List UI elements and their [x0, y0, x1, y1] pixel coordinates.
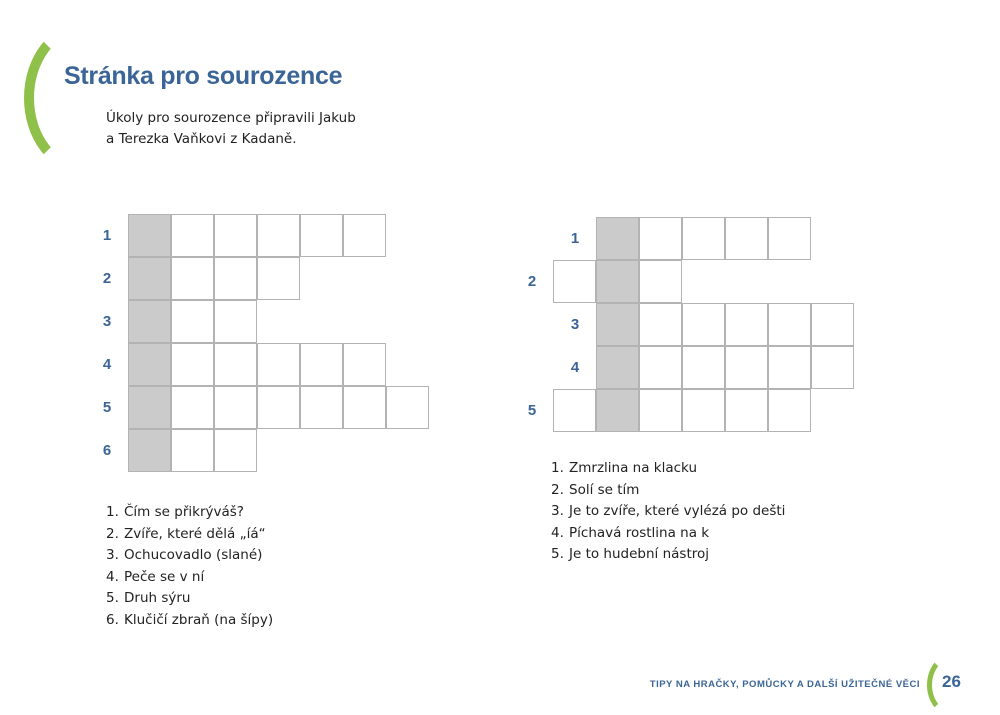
clue-item	[551, 458, 785, 480]
clue-item	[106, 588, 273, 610]
clue-text: Druh sýru	[124, 590, 191, 606]
row-number: 5	[527, 402, 537, 419]
clue-number: 4.	[551, 524, 564, 541]
crossword-key-cell[interactable]	[128, 429, 171, 472]
decorative-green-arc	[24, 22, 144, 174]
crossword-cell[interactable]	[214, 257, 257, 300]
clue-text: Píchavá rostlina na k	[569, 524, 710, 541]
clue-item	[106, 524, 273, 546]
crossword-key-cell[interactable]	[128, 214, 171, 257]
clue-number: 1.	[106, 504, 119, 520]
clue-item	[551, 501, 785, 523]
clue-number: 3.	[551, 503, 564, 519]
crossword-cell[interactable]	[257, 257, 300, 300]
row-number: 5	[102, 399, 112, 416]
clue-item	[106, 567, 273, 589]
crossword-cell[interactable]	[553, 260, 596, 303]
row-number: 1	[102, 227, 112, 244]
clue-list-left	[106, 502, 273, 631]
clue-item	[551, 523, 785, 545]
crossword-cell[interactable]	[171, 300, 214, 343]
clue-text: Je to zvíře, které vylézá po dešti	[569, 503, 786, 519]
crossword-cell[interactable]	[768, 217, 811, 260]
crossword-cell[interactable]	[639, 217, 682, 260]
crossword-cell[interactable]	[171, 214, 214, 257]
crossword-cell[interactable]	[682, 346, 725, 389]
crossword-cell[interactable]	[553, 389, 596, 432]
crossword-key-cell[interactable]	[128, 386, 171, 429]
clue-number: 3.	[106, 547, 119, 563]
clue-list-right	[551, 458, 785, 566]
crossword-cell[interactable]	[639, 303, 682, 346]
clue-text: Je to hudební nástroj	[569, 546, 709, 562]
crossword-cell[interactable]	[682, 217, 725, 260]
row-number: 1	[570, 230, 580, 247]
crossword-cell[interactable]	[257, 214, 300, 257]
clue-text: Zmrzlina na klacku	[569, 460, 697, 476]
crossword-cell[interactable]	[682, 389, 725, 432]
crossword-cell[interactable]	[300, 386, 343, 429]
row-number: 4	[102, 356, 112, 373]
footer-section-label: TIPY NA HRAČKY, POMŮCKY A DALŠÍ UŽITEČNÉ VĚCI	[649, 679, 920, 690]
crossword-key-cell[interactable]	[596, 346, 639, 389]
crossword-cell[interactable]	[725, 217, 768, 260]
crossword-cell[interactable]	[725, 389, 768, 432]
row-number: 2	[102, 270, 112, 287]
crossword-cell[interactable]	[639, 346, 682, 389]
clue-text: Solí se tím	[569, 481, 640, 498]
crossword-key-cell[interactable]	[596, 389, 639, 432]
crossword-key-cell[interactable]	[596, 303, 639, 346]
page-title: Stránka pro sourozence	[64, 62, 343, 90]
crossword-cell[interactable]	[214, 429, 257, 472]
clue-text: Čím se přikrýváš?	[124, 504, 244, 520]
crossword-cell[interactable]	[257, 343, 300, 386]
crossword-cell[interactable]	[811, 303, 854, 346]
crossword-cell[interactable]	[171, 386, 214, 429]
crossword-cell[interactable]	[300, 343, 343, 386]
clue-number: 1.	[551, 460, 564, 476]
crossword-key-cell[interactable]	[128, 300, 171, 343]
clue-number: 2.	[106, 525, 119, 542]
row-number: 6	[102, 442, 112, 459]
clue-item	[551, 480, 785, 502]
clue-item	[551, 544, 785, 566]
crossword-cell[interactable]	[171, 257, 214, 300]
row-number: 4	[570, 359, 580, 376]
clue-number: 5.	[551, 546, 564, 562]
crossword-key-cell[interactable]	[596, 260, 639, 303]
clue-text: Klučičí zbraň (na šípy)	[124, 611, 274, 628]
row-number: 3	[102, 313, 112, 330]
row-number: 3	[570, 316, 580, 333]
clue-item	[106, 502, 273, 524]
intro-text	[106, 108, 356, 150]
crossword-cell[interactable]	[343, 214, 386, 257]
clue-item	[106, 610, 273, 632]
clue-number: 4.	[106, 568, 119, 585]
crossword-cell[interactable]	[214, 300, 257, 343]
crossword-cell[interactable]	[300, 214, 343, 257]
row-number: 2	[527, 273, 537, 290]
page-number: 26	[942, 672, 961, 691]
clue-text: Zvíře, které dělá „íá“	[124, 525, 266, 542]
crossword-cell[interactable]	[257, 386, 300, 429]
crossword-cell[interactable]	[768, 303, 811, 346]
crossword-cell[interactable]	[811, 346, 854, 389]
clue-number: 5.	[106, 590, 119, 606]
crossword-key-cell[interactable]	[128, 257, 171, 300]
crossword-cell[interactable]	[343, 386, 386, 429]
crossword-cell[interactable]	[214, 343, 257, 386]
crossword-cell[interactable]	[171, 343, 214, 386]
crossword-cell[interactable]	[725, 303, 768, 346]
clue-text: Peče se v ní	[124, 568, 205, 585]
crossword-cell[interactable]	[343, 343, 386, 386]
crossword-cell[interactable]	[768, 389, 811, 432]
crossword-cell[interactable]	[171, 429, 214, 472]
clue-number: 2.	[551, 481, 564, 498]
clue-text: Ochucovadlo (slané)	[124, 547, 263, 563]
crossword-cell[interactable]	[214, 386, 257, 429]
crossword-cell[interactable]	[639, 260, 682, 303]
crossword-cell[interactable]	[682, 303, 725, 346]
crossword-key-cell[interactable]	[596, 217, 639, 260]
crossword-cell[interactable]	[639, 389, 682, 432]
crossword-cell[interactable]	[386, 386, 429, 429]
crossword-key-cell[interactable]	[128, 343, 171, 386]
intro-line: Úkoly pro sourozence připravili Jakub	[106, 110, 356, 126]
clue-item	[106, 545, 273, 567]
clue-number: 6.	[106, 611, 119, 628]
crossword-cell[interactable]	[725, 346, 768, 389]
intro-line: a Terezka Vaňkovi z Kadaně.	[106, 131, 297, 147]
crossword-cell[interactable]	[214, 214, 257, 257]
crossword-cell[interactable]	[768, 346, 811, 389]
